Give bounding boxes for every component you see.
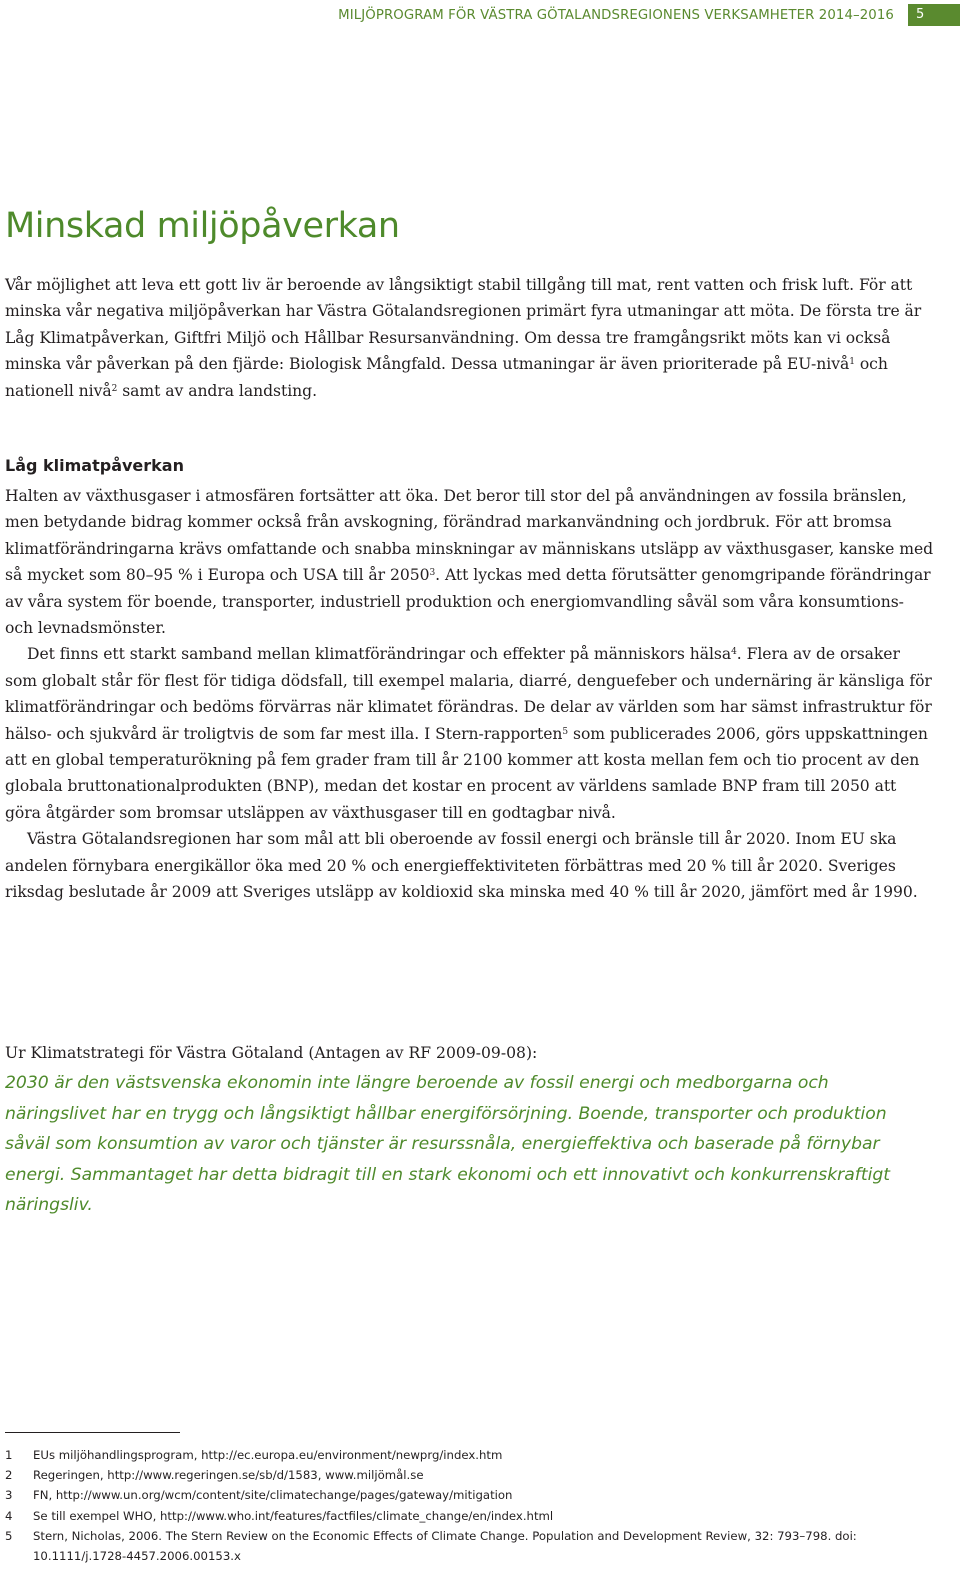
footnote: [5, 1465, 935, 1485]
section-body: [5, 483, 935, 906]
footnote-ref-1: 1: [849, 357, 855, 368]
page-title: Minskad miljöpåverkan: [5, 206, 400, 246]
footnote: [5, 1445, 935, 1465]
footnote-number: 1: [5, 1448, 13, 1462]
strategy-quote: 2030 är den västsvenska ekonomin inte längre beroende av fossil energi och medborgarna och näringslivet har en trygg och långsiktigt hållbar energiförsörjning. Boende, transporter och produktion såväl som konsumtion av varor och tjänster är resurssnåla, energieffektiva och baserade på förnybar energi. Sammantaget har detta bidragit till en stark ekonomi och ett innovativt och konkurrenskraftigt näringsliv.: [5, 1073, 890, 1216]
intro-text-a: Vår möjlighet att leva ett gott liv är beroende av långsiktigt stabil tillgång till mat, rent vatten och frisk luft. För att minska vår negativa miljöpåverkan har Västra Götalandsregionen primärt fyra utmaningar att möta. De första tre är Låg Klimatpåverkan, Giftfri Miljö och Hållbar Resursanvändning. Om dessa tre framgångsrikt möts kan vi också minska vår påverkan på den fjärde: Biologisk Mångfald. Dessa utmaningar är även prioriterade på EU-nivå: [5, 276, 922, 374]
footnote-number: 4: [5, 1508, 13, 1523]
footnote: [5, 1506, 935, 1526]
p1-text-b: . Att lyckas med detta förutsätter genomgripande förändringar av våra system för boende, transporter, industriell produktion och energiomvandling såväl som våra konsumtions- och levnadsmönster.: [5, 566, 931, 638]
section-paragraph-3: Västra Götalandsregionen har som mål att bli oberoende av fossil energi och bränsle till år 2020. Inom EU ska andelen förnybara energikällor öka med 20 % och energieffektiviteten förbättras med 20 % till år 2020. Sveriges riksdag beslutade år 2009 att Sveriges utsläpp av koldioxid ska minska med 40 % till år 2020, jämfört med år 1990.: [5, 830, 918, 902]
intro: [5, 272, 935, 404]
running-header: [338, 4, 960, 26]
p1-text-a: Halten av växthusgaser i atmosfären fortsätter att öka. Det beror till stor del på användningen av fossila bränslen, men betydande bidrag kommer också från avskogning, förändrad markanvändning och jordbruk. För att bromsa klimatförändringarna krävs omfattande och snabba minskningar av människans utsläpp av växthusgaser, kanske med så mycket som 80–95 % i Europa och USA till år 2050: [5, 487, 934, 585]
footnote-ref-2: 2: [111, 383, 118, 394]
footnote-text: Regeringen, http://www.regeringen.se/sb/d/1583, www.miljömål.se: [33, 1468, 424, 1483]
footnote-number: 2: [5, 1468, 13, 1483]
p2-text-c: som publicerades 2006, görs uppskattningen att en global temperaturökning på fem grader fram till år 2100 kommer att kosta mellan fem och tio procent av den globala bruttonationalprodukten (BNP), medan det kostar en procent av världens samlade BNP fram till 2050 att göra åtgärder som bromsar utsläppen av växthusgaser till en godtagbar nivå.: [5, 724, 928, 822]
footnote-text: Stern, Nicholas, 2006. The Stern Review on the Economic Effects of Climate Change. Population and Development Review, 32: 793–798. doi: 10.1111/j.1728-4457.2006.00153.x: [33, 1528, 857, 1564]
footnote-ref-4: 4: [731, 647, 737, 658]
section-paragraph-1: [5, 483, 935, 641]
footnote-text: EUs miljöhandlingsprogram, http://ec.europa.eu/environment/newprg/index.htm: [33, 1448, 503, 1462]
footnote-ref-5: 5: [562, 726, 569, 737]
footnote: [5, 1526, 935, 1566]
page-number: 5: [908, 4, 960, 26]
section-heading: Låg klimatpåverkan: [5, 456, 184, 475]
p2-text-b: . Flera av de orsaker som globalt står för flest för tidiga dödsfall, till exempel malaria, diarré, denguefeber och undernäring är känsliga för klimatförändringar och bedöms förvärras när klimatet förändras. De delar av världen som har sämst infrastruktur för hälso- och sjukvård är troligtvis de som far mest illa. I Stern-rapporten: [5, 645, 932, 743]
intro-text-b: och nationell nivå: [5, 355, 888, 400]
footnote-number: 5: [5, 1528, 13, 1543]
header-title: MILJÖPROGRAM FÖR VÄSTRA GÖTALANDSREGIONENS VERKSAMHETER 2014–2016: [338, 7, 894, 23]
footnotes: [5, 1445, 935, 1566]
footnote-divider: [5, 1432, 180, 1433]
footnote-ref-3: 3: [429, 568, 436, 579]
footnote-text: FN, http://www.un.org/wcm/content/site/climatechange/pages/gateway/mitigation: [33, 1488, 513, 1503]
intro-paragraph: [5, 48, 935, 74]
footnote-text: Se till exempel WHO, http://www.who.int/features/factfiles/climate_change/en/index.html: [33, 1508, 554, 1523]
section-paragraph-2: [5, 641, 935, 826]
intro-text-c: samt av andra landsting.: [117, 381, 317, 400]
quote-intro: Ur Klimatstrategi för Västra Götaland (Antagen av RF 2009-09-08):: [5, 1044, 538, 1062]
p2-text-a: Det finns ett starkt samband mellan klimatförändringar och effekter på människors hälsa: [27, 645, 732, 664]
footnote: [5, 1485, 935, 1505]
footnote-number: 3: [5, 1488, 13, 1503]
